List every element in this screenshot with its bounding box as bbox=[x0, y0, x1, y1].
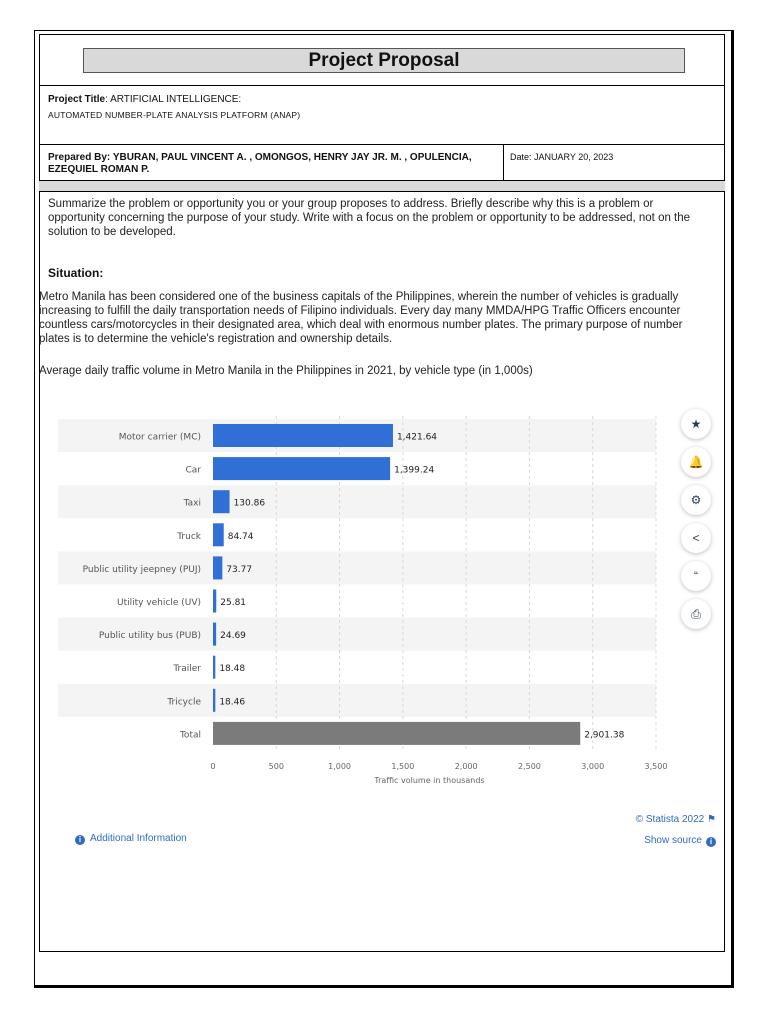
bar-chart bbox=[58, 394, 678, 804]
value-label: 73.77 bbox=[226, 564, 253, 575]
value-label: 25.81 bbox=[220, 598, 247, 608]
bar bbox=[213, 523, 224, 546]
chart-card bbox=[58, 394, 720, 864]
x-axis-label: Traffic volume in thousands bbox=[374, 776, 485, 785]
category-label: Utility vehicle (UV) bbox=[116, 598, 201, 608]
gear-icon: ⚙ bbox=[690, 493, 702, 507]
share-button[interactable] bbox=[681, 523, 711, 553]
bar bbox=[213, 689, 215, 712]
x-tick-label: 3,500 bbox=[644, 762, 668, 771]
category-label: Public utility bus (PUB) bbox=[98, 631, 201, 642]
x-tick-label: 1,000 bbox=[328, 762, 352, 771]
share-icon: < bbox=[692, 531, 700, 545]
category-label: Truck bbox=[177, 531, 201, 542]
divider bbox=[39, 85, 725, 86]
info-icon: i bbox=[75, 835, 85, 845]
star-icon: ★ bbox=[690, 417, 702, 431]
project-title-value: : ARTIFICIAL INTELLIGENCE: bbox=[105, 94, 242, 105]
bar bbox=[213, 457, 390, 480]
row-stripe bbox=[58, 485, 656, 518]
project-title-label: Project Title bbox=[48, 94, 106, 105]
additional-info-label: Additional Information bbox=[90, 833, 187, 844]
divider bbox=[39, 191, 725, 192]
section-band bbox=[39, 181, 725, 191]
row-stripe bbox=[58, 684, 656, 717]
info-icon: i bbox=[706, 837, 716, 847]
bar bbox=[213, 623, 216, 646]
print-button[interactable] bbox=[681, 599, 711, 629]
value-label: 1,421.64 bbox=[396, 432, 438, 443]
cell-divider bbox=[503, 145, 504, 181]
category-label: Trailer bbox=[173, 664, 201, 675]
show-source-label: Show source bbox=[644, 835, 702, 846]
bar bbox=[213, 656, 215, 679]
project-title-line2: AUTOMATED NUMBER-PLATE ANALYSIS PLATFORM (ANAP) bbox=[48, 110, 301, 120]
show-source-link[interactable] bbox=[644, 835, 716, 847]
x-tick-label: 500 bbox=[268, 762, 284, 771]
print-icon: ⎙ bbox=[691, 606, 701, 621]
situation-text: Metro Manila has been considered one of the business capitals of the Philippines, wherein the number of vehicles is gradually increasing to fulfill the daily transportation needs of Filipino individuals. Every day many MMDA/HPG Traffic Officers encounter countless cars/motorcycles in their designated area, which deal with enormous number plates. The primary purpose of number plates is to determine the vehicle's registration and ownership details. bbox=[39, 291, 683, 345]
value-label: 130.86 bbox=[233, 498, 266, 509]
bar bbox=[213, 590, 216, 613]
bar bbox=[213, 556, 222, 579]
quote-icon: “ bbox=[694, 569, 698, 583]
bell-button[interactable] bbox=[681, 447, 711, 477]
value-label: 84.74 bbox=[227, 531, 254, 542]
category-label: Total bbox=[179, 730, 201, 741]
value-label: 24.69 bbox=[220, 631, 246, 642]
x-tick-label: 0 bbox=[210, 762, 216, 771]
x-tick-label: 1,500 bbox=[391, 762, 415, 771]
divider bbox=[39, 144, 725, 145]
value-label: 2,901.38 bbox=[584, 730, 625, 741]
category-label: Motor carrier (MC) bbox=[118, 432, 201, 443]
quote-button[interactable] bbox=[681, 561, 711, 591]
bell-icon: 🔔 bbox=[688, 455, 704, 469]
bar bbox=[213, 722, 580, 745]
category-label: Taxi bbox=[183, 498, 201, 509]
value-label: 1,399.24 bbox=[394, 465, 435, 476]
star-button[interactable] bbox=[681, 409, 711, 439]
value-label: 18.48 bbox=[219, 664, 246, 675]
intro-text: Summarize the problem or opportunity you or your group proposes to address. Briefly describe why this is a problem or opportunity concerning the purpose of your study. Write with a focus on the problem or opportunity to be addressed, not on the solution to be developed. bbox=[48, 198, 691, 238]
x-tick-label: 3,000 bbox=[581, 762, 605, 771]
copyright-label: © Statista 2022 bbox=[635, 814, 705, 825]
category-label: Public utility jeepney (PUJ) bbox=[82, 564, 201, 575]
value-label: 18.46 bbox=[219, 697, 246, 708]
chart-caption: Average daily traffic volume in Metro Manila in the Philippines in 2021, by vehicle type (in 1,000s) bbox=[39, 365, 533, 377]
prepared-by: Prepared By: YBURAN, PAUL VINCENT A. , OMONGOS, HENRY JAY JR. M. , OPULENCIA, EZEQUIEL ROMAN P. bbox=[48, 152, 472, 175]
situation-heading: Situation: bbox=[48, 266, 104, 280]
category-label: Car bbox=[185, 465, 201, 476]
gear-button[interactable] bbox=[681, 485, 711, 515]
project-title bbox=[48, 94, 241, 105]
flag-icon: ⚑ bbox=[707, 814, 716, 825]
x-tick-label: 2,500 bbox=[517, 762, 541, 771]
document-title: Project Proposal bbox=[83, 48, 685, 73]
statista-copyright-link[interactable] bbox=[636, 814, 716, 825]
bar bbox=[213, 490, 230, 513]
additional-info-link[interactable] bbox=[75, 833, 187, 845]
bar bbox=[213, 424, 393, 447]
category-label: Tricycle bbox=[167, 697, 201, 708]
x-tick-label: 2,000 bbox=[454, 762, 478, 771]
date: Date: JANUARY 20, 2023 bbox=[510, 152, 614, 162]
